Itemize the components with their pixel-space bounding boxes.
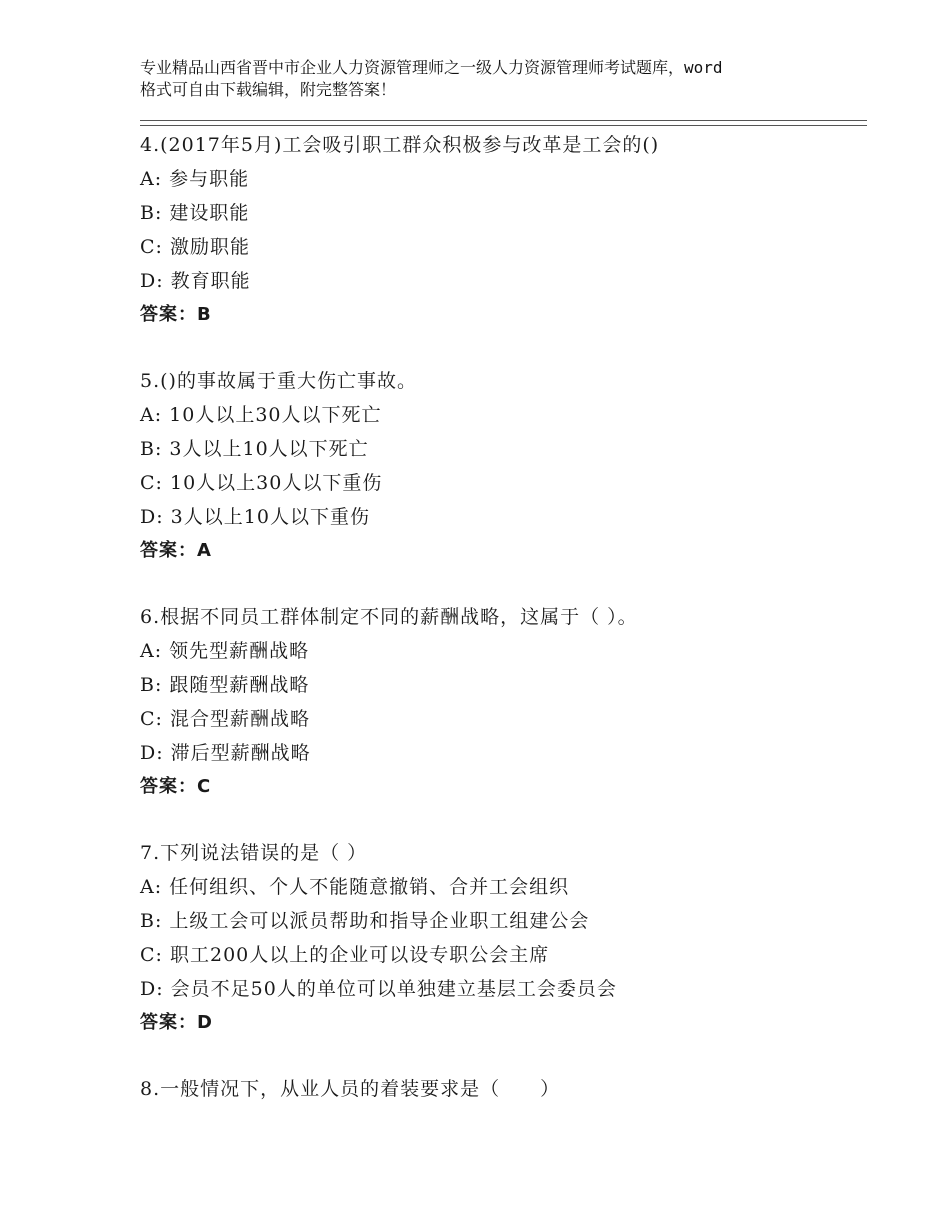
header-divider-bottom <box>140 125 867 126</box>
option-b: B: 跟随型薪酬战略 <box>140 674 310 696</box>
option-d: D: 教育职能 <box>140 270 251 292</box>
answer-label: 答案：A <box>140 540 212 561</box>
question-text: 4.(2017年5月)工会吸引职工群众积极参与改革是工会的() <box>140 134 660 156</box>
header-line-2: 格式可自由下载编辑，附完整答案！ <box>140 80 397 99</box>
question-text: 8.一般情况下，从业人员的着装要求是（ ） <box>140 1078 561 1100</box>
question-7 <box>140 836 867 1040</box>
option-c: C: 10人以上30人以下重伤 <box>140 472 383 494</box>
option-a: A: 10人以上30人以下死亡 <box>140 404 382 426</box>
header-line-1: 专业精品山西省晋中市企业人力资源管理师之一级人力资源管理师考试题库，word <box>140 58 723 77</box>
answer-label: 答案：C <box>140 776 212 797</box>
question-5 <box>140 364 867 568</box>
option-d: D: 3人以上10人以下重伤 <box>140 506 370 528</box>
question-8 <box>140 1072 867 1106</box>
option-b: B: 建设职能 <box>140 202 250 224</box>
option-c: C: 职工200人以上的企业可以设专职公会主席 <box>140 944 550 966</box>
answer-label: 答案：D <box>140 1012 213 1033</box>
option-c: C: 混合型薪酬战略 <box>140 708 310 730</box>
question-6 <box>140 600 867 804</box>
option-a: A: 参与职能 <box>140 168 250 190</box>
option-c: C: 激励职能 <box>140 236 250 258</box>
question-4 <box>140 128 867 332</box>
option-b: B: 3人以上10人以下死亡 <box>140 438 369 460</box>
question-list <box>140 128 867 1138</box>
option-a: A: 领先型薪酬战略 <box>140 640 310 662</box>
question-text: 6.根据不同员工群体制定不同的薪酬战略，这属于（ ）。 <box>140 606 638 628</box>
document-header <box>140 57 830 101</box>
option-a: A: 任何组织、个人不能随意撤销、合并工会组织 <box>140 876 570 898</box>
answer-label: 答案：B <box>140 304 212 325</box>
question-text: 7.下列说法错误的是（ ） <box>140 842 368 864</box>
option-d: D: 会员不足50人的单位可以单独建立基层工会委员会 <box>140 978 617 1000</box>
option-d: D: 滞后型薪酬战略 <box>140 742 311 764</box>
header-divider-top <box>140 120 867 121</box>
question-text: 5.()的事故属于重大伤亡事故。 <box>140 370 417 392</box>
option-b: B: 上级工会可以派员帮助和指导企业职工组建公会 <box>140 910 590 932</box>
